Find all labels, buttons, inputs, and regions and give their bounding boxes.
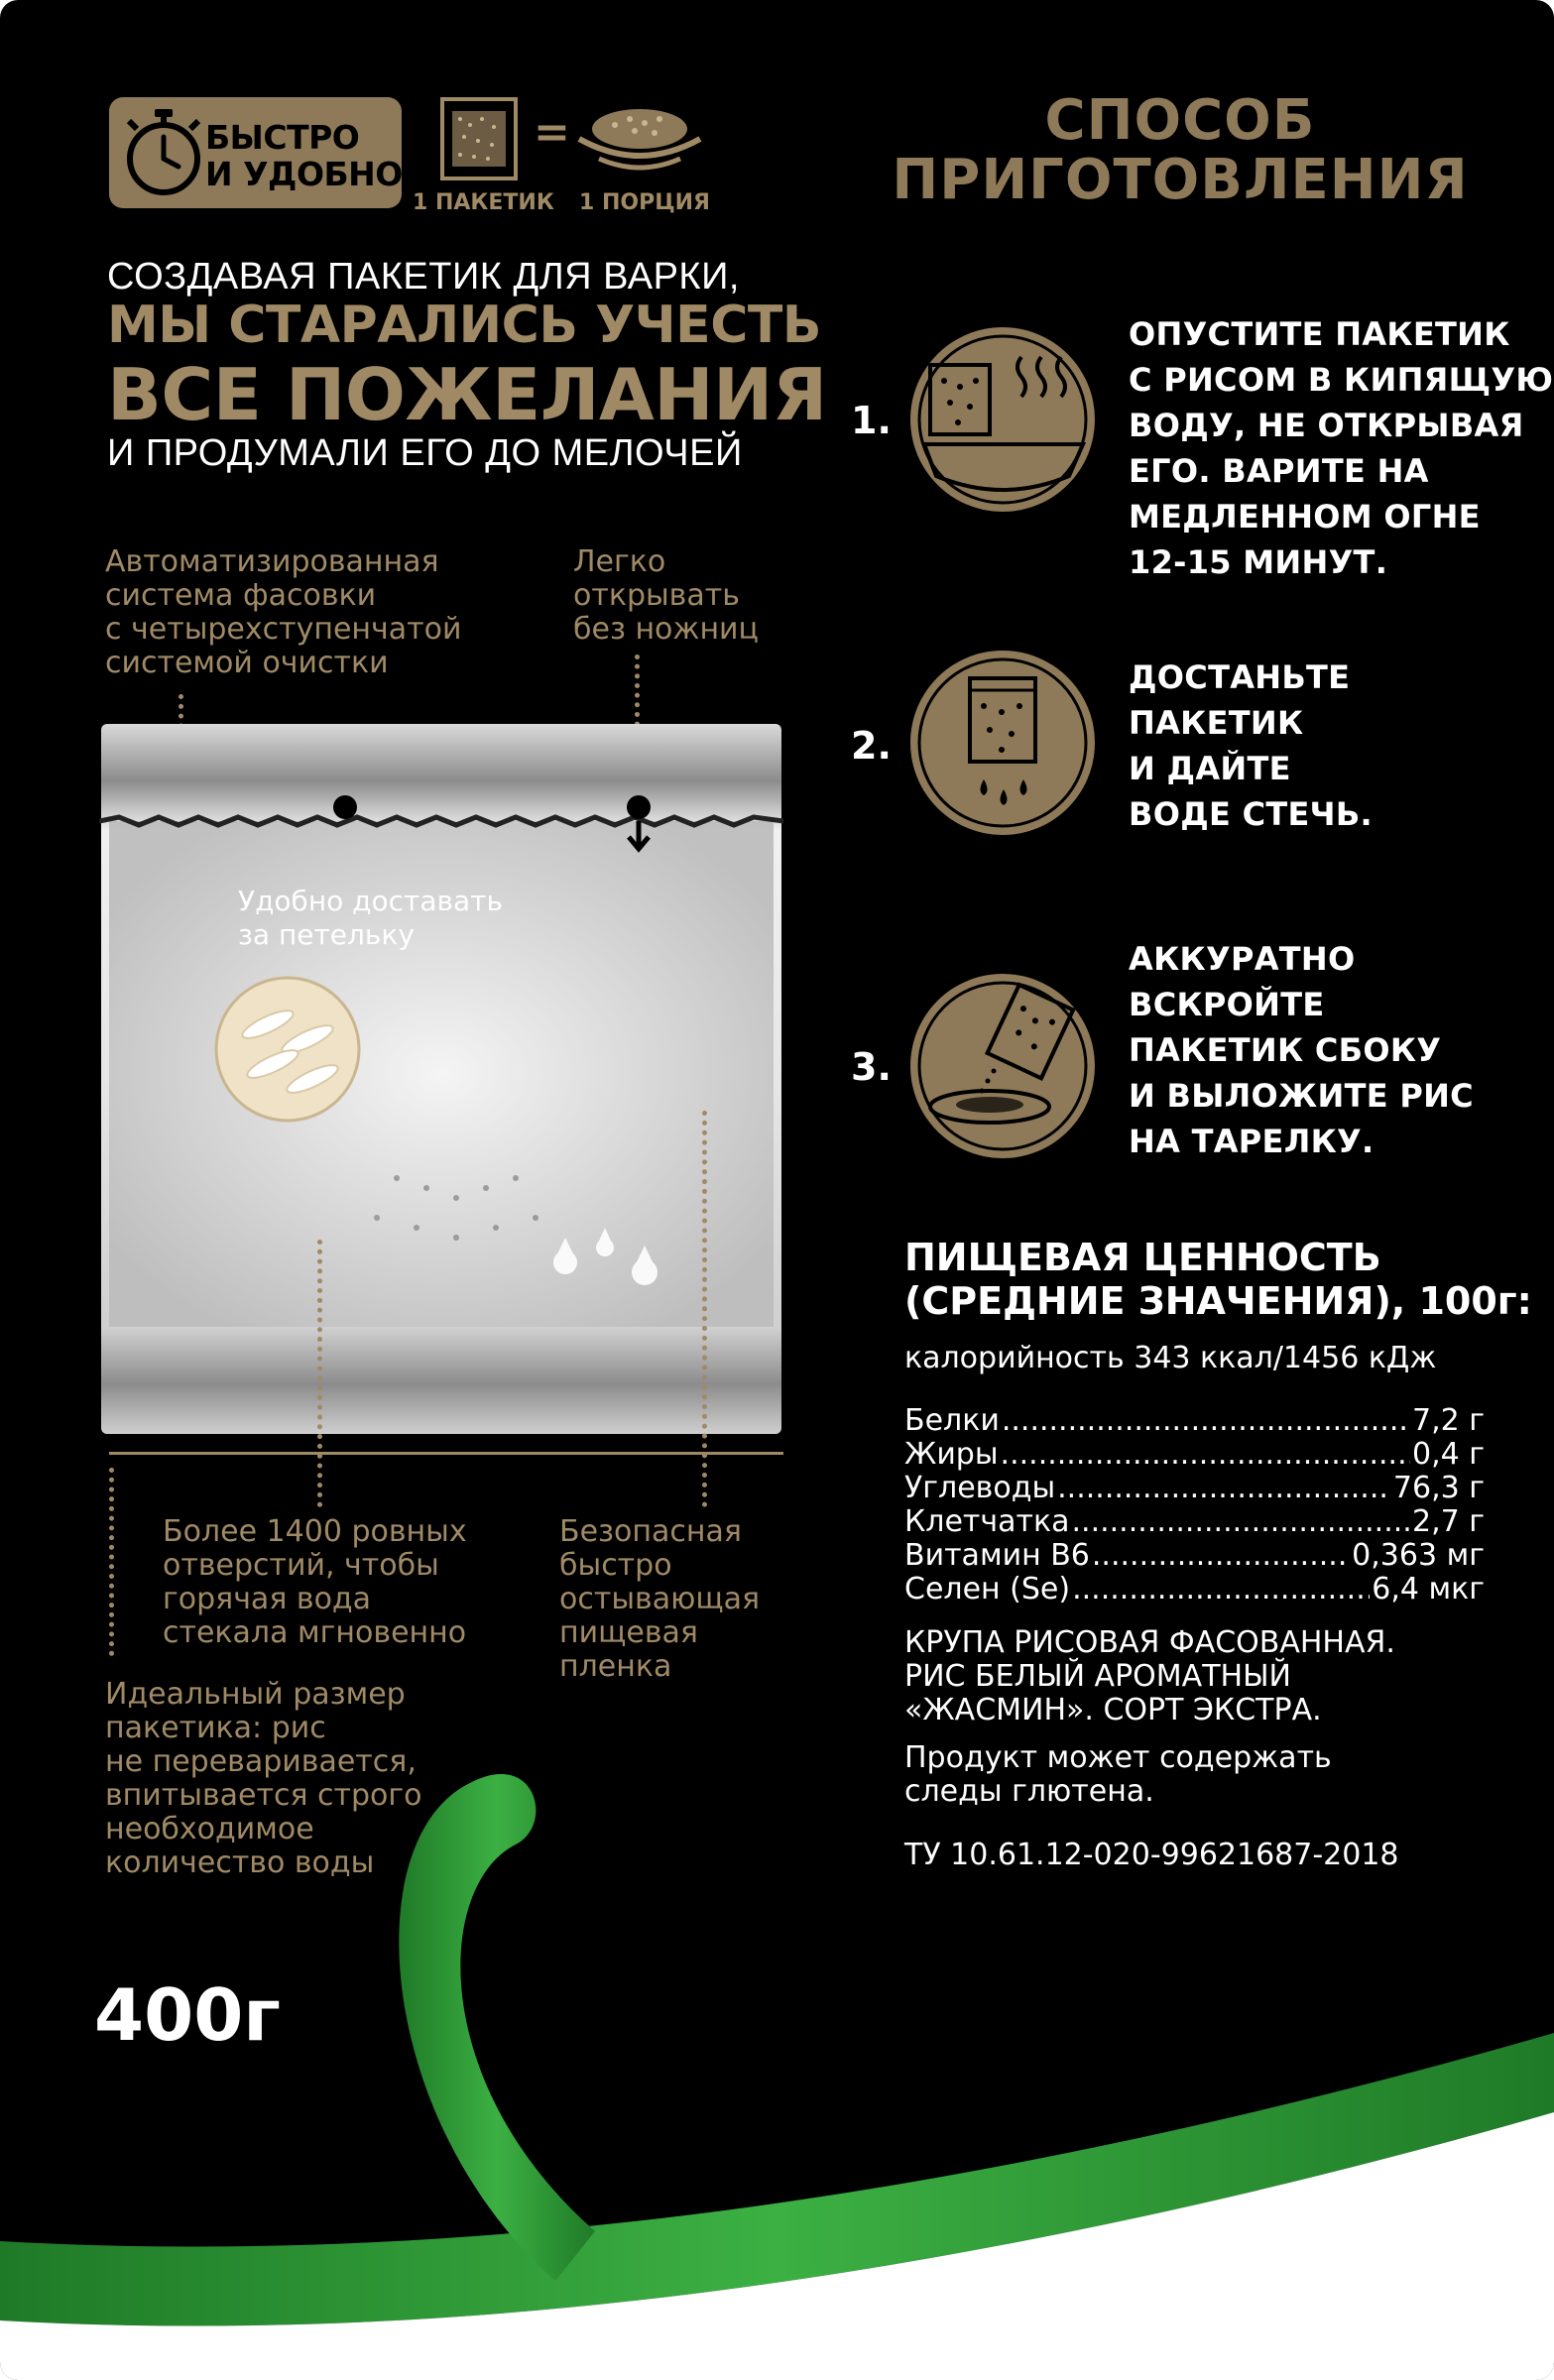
green-ribbon-decoration — [0, 1765, 1554, 2380]
feature-line: быстро — [559, 1548, 672, 1583]
nutrition-title-line1: ПИЩЕВАЯ ЦЕННОСТЬ — [904, 1236, 1381, 1279]
step-2-text — [1129, 654, 1373, 837]
dot-leader — [1002, 1404, 1410, 1438]
feature-line: Удобно доставать — [238, 885, 503, 917]
feature-auto-packing — [105, 545, 461, 680]
feature-line: система фасовки — [105, 578, 377, 613]
feature-line: Более 1400 ровных — [163, 1514, 467, 1549]
feature-line: пленка — [559, 1649, 672, 1684]
nutrition-row — [904, 1505, 1485, 1539]
step-line: МЕДЛЕННОМ ОГНЕ — [1129, 498, 1481, 536]
feature-line: пищевая — [559, 1615, 698, 1650]
feature-line: за петельку — [238, 918, 415, 951]
draining-bag-icon — [910, 651, 1095, 835]
step-line: И ВЫЛОЖИТЕ РИС — [1129, 1077, 1474, 1115]
nutrient-value: 0,4 г — [1411, 1437, 1485, 1472]
badge-line1: БЫСТРО — [205, 118, 360, 157]
packet-icon — [440, 97, 518, 180]
feature-line: не переваривается, — [105, 1744, 417, 1779]
allergen-line: следы глютена. — [904, 1774, 1154, 1809]
badge-text — [205, 119, 404, 192]
nutrient-value: 6,4 мкг — [1372, 1572, 1485, 1606]
feature-line: Идеальный размер — [105, 1677, 406, 1712]
feature-holes — [163, 1515, 467, 1650]
product-description — [904, 1626, 1395, 1727]
step-line: ОПУСТИТЕ ПАКЕТИК — [1129, 315, 1510, 353]
feature-line: Легко — [573, 544, 666, 579]
dot-leader — [1072, 1573, 1370, 1606]
feature-line: стекала мгновенно — [163, 1615, 467, 1650]
step-line: ПАКЕТИК СБОКУ — [1129, 1031, 1442, 1069]
dot-leader — [1001, 1438, 1410, 1472]
feature-line: горячая вода — [163, 1582, 372, 1616]
dot-leader — [1072, 1505, 1410, 1539]
step-3-text — [1129, 936, 1474, 1164]
leader-line — [702, 1111, 707, 1507]
step-line: НА ТАРЕЛКУ. — [1129, 1123, 1375, 1160]
feature-line: отверстий, чтобы — [163, 1548, 439, 1583]
feature-line: Автоматизированная — [105, 544, 439, 579]
nutrient-value: 76,3 г — [1392, 1471, 1485, 1505]
step-2-icon-circle — [910, 651, 1095, 835]
nutrient-value: 2,7 г — [1411, 1504, 1485, 1539]
leader-line — [109, 1468, 114, 1656]
feature-line: Безопасная — [559, 1514, 742, 1549]
nutrition-row — [904, 1472, 1485, 1505]
feature-line: необходимое — [105, 1812, 314, 1846]
step-line: ВСКРОЙТЕ — [1129, 986, 1325, 1023]
feature-line: с четырехступенчатой — [105, 612, 462, 647]
feature-line: пакетика: рис — [105, 1711, 326, 1745]
product-desc-line: РИС БЕЛЫЙ АРОМАТНЫЙ — [904, 1659, 1291, 1694]
nutrient-name: Селен (Se) — [904, 1572, 1071, 1606]
nutrition-table — [904, 1404, 1485, 1606]
feature-line: системой очистки — [105, 646, 389, 680]
feature-line: количество воды — [105, 1845, 375, 1880]
nutrient-name: Белки — [904, 1403, 1000, 1438]
stopwatch-icon — [121, 107, 206, 198]
feature-easy-open — [573, 545, 759, 647]
step-line: 12-15 МИНУТ. — [1129, 543, 1388, 581]
allergen-line: Продукт может содержать — [904, 1740, 1332, 1775]
method-title — [873, 88, 1488, 212]
step-2-number: 2. — [851, 724, 892, 768]
step-line: ПАКЕТИК — [1129, 704, 1304, 742]
nutrition-title — [904, 1236, 1532, 1323]
step-1-number: 1. — [851, 399, 892, 442]
intro-line4: И ПРОДУМАЛИ ЕГО ДО МЕЛОЧЕЙ — [107, 432, 743, 474]
step-1-text — [1129, 311, 1553, 585]
dot-leader — [1092, 1539, 1350, 1573]
product-desc-line: КРУПА РИСОВАЯ ФАСОВАННАЯ. — [904, 1625, 1395, 1660]
nutrient-name: Углеводы — [904, 1471, 1056, 1505]
intro-line2: МЫ СТАРАЛИСЬ УЧЕСТЬ — [107, 296, 821, 355]
step-line: АККУРАТНО — [1129, 940, 1356, 978]
net-weight: 400г — [94, 1973, 281, 2057]
method-title-line2: ПРИГОТОВЛЕНИЯ — [892, 148, 1469, 212]
dot-leader — [1057, 1472, 1391, 1505]
intro-line1: СОЗДАВАЯ ПАКЕТИК ДЛЯ ВАРКИ, — [107, 256, 740, 298]
step-line: ВОДУ, НЕ ОТКРЫВАЯ — [1129, 407, 1524, 444]
feature-loop — [238, 885, 503, 952]
nutrient-value: 0,363 мг — [1352, 1538, 1485, 1573]
nutrition-row — [904, 1573, 1485, 1606]
intro-line3: ВСЕ ПОЖЕЛАНИЯ — [107, 353, 827, 436]
nutrition-row — [904, 1404, 1485, 1438]
nutrition-row — [904, 1539, 1485, 1573]
nutrition-kcal: калорийность 343 ккал/1456 кДж — [904, 1341, 1437, 1375]
step-line: ВОДЕ СТЕЧЬ. — [1129, 795, 1373, 833]
feature-line: открывать — [573, 578, 740, 613]
one-packet-label: 1 ПАКЕТИК — [413, 190, 554, 215]
badge-line2: И УДОБНО — [205, 155, 403, 193]
pour-rice-icon — [910, 974, 1095, 1158]
feature-line: остывающая — [559, 1582, 761, 1616]
product-desc-line: «ЖАСМИН». СОРТ ЭКСТРА. — [904, 1693, 1322, 1727]
standard-code: ТУ 10.61.12-020-99621687-2018 — [904, 1838, 1399, 1872]
step-line: ДОСТАНЬТЕ — [1129, 658, 1351, 696]
boiling-pot-icon — [910, 327, 1095, 512]
step-line: И ДАЙТЕ — [1129, 750, 1291, 787]
nutrition-row — [904, 1438, 1485, 1472]
step-3-icon-circle — [910, 974, 1095, 1158]
nutrient-name: Клетчатка — [904, 1504, 1070, 1539]
step-line: С РИСОМ В КИПЯЩУЮ — [1129, 361, 1554, 399]
bag-width-line — [109, 1452, 783, 1455]
leader-line — [317, 1240, 322, 1507]
one-portion-label: 1 ПОРЦИЯ — [579, 190, 710, 215]
feature-line: без ножниц — [573, 612, 759, 647]
equals-sign: = — [534, 107, 570, 158]
nutrient-value: 7,2 г — [1411, 1403, 1485, 1438]
nutrient-name: Жиры — [904, 1437, 999, 1472]
nutrient-name: Витамин B6 — [904, 1538, 1090, 1573]
nutrition-title-line2: (СРЕДНИЕ ЗНАЧЕНИЯ), 100г: — [904, 1279, 1532, 1323]
feature-film — [559, 1515, 760, 1684]
plate-with-rice-icon — [575, 99, 704, 177]
step-line: ЕГО. ВАРИТЕ НА — [1129, 452, 1429, 490]
method-title-line1: СПОСОБ — [1044, 88, 1316, 153]
feature-line: впитывается строго — [105, 1778, 422, 1813]
step-1-icon-circle — [910, 327, 1095, 512]
rice-bag-illustration — [99, 722, 783, 1436]
step-3-number: 3. — [851, 1045, 892, 1089]
